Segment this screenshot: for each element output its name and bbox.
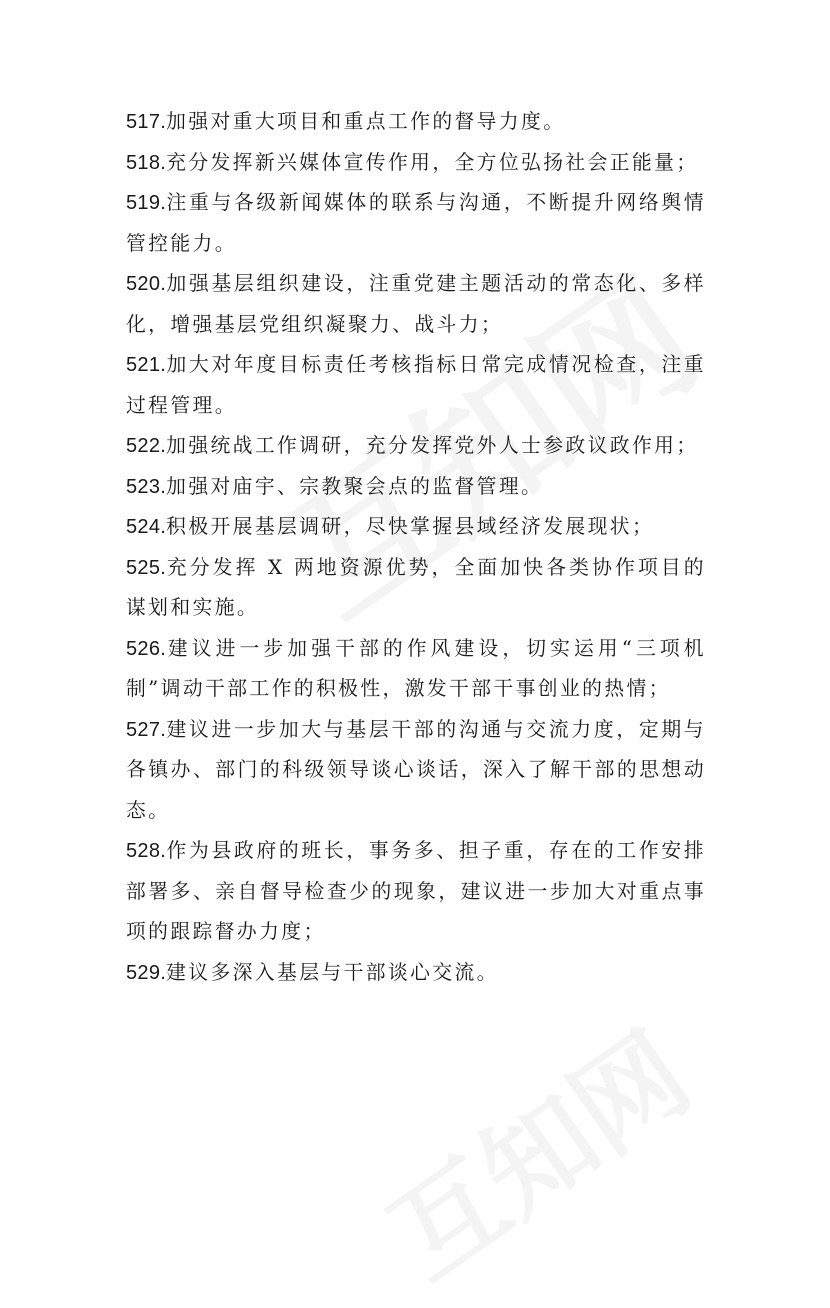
list-item-525 [126,548,706,629]
item-text: 充分发挥 X 两地资源优势，全面加快各类协作项目的谋划和实施。 [126,555,706,619]
item-text: 加强对庙宇、宗教聚会点的监督管理。 [166,474,544,498]
item-text: 建议进一步加强干部的作风建设，切实运用“三项机制”调动干部工作的积极性，激发干部干事创业的热情； [126,636,706,700]
list-item-521 [126,345,706,426]
document-body [126,102,706,993]
item-text: 积极开展基层调研，尽快掌握县域经济发展现状； [166,515,655,538]
item-number: 519. [126,192,167,214]
item-number: 523. [126,475,167,498]
list-item-522 [126,426,706,467]
item-number: 520. [126,273,167,295]
item-number: 524. [126,516,167,538]
item-text: 加强统战工作调研，充分发挥党外人士参政议政作用； [166,434,699,457]
list-item-518 [126,143,706,184]
list-item-524 [126,507,706,548]
item-number: 528. [126,840,167,862]
watermark-lower [355,990,716,1308]
item-number: 522. [126,435,167,457]
item-number: 527. [126,718,167,741]
item-text: 加大对年度目标责任考核指标日常完成情况检查，注重过程管理。 [126,353,706,417]
list-item-523 [126,467,706,508]
item-number: 521. [126,354,167,376]
item-number: 517. [126,111,167,133]
list-item-528 [126,831,706,953]
list-item-517 [126,102,706,143]
item-number: 525. [126,556,167,579]
item-number: 526. [126,637,167,660]
item-text: 充分发挥新兴媒体宣传作用，全方位弘扬社会正能量； [166,150,699,174]
item-text: 注重与各级新闻媒体的联系与沟通，不断提升网络舆情管控能力。 [126,191,706,255]
item-number: 518. [126,151,167,174]
list-item-526 [126,629,706,710]
item-number: 529. [126,961,167,984]
item-text: 作为县政府的班长，事务多、担子重，存在的工作安排部署多、亲自督导检查少的现象，建议进一步加大对重点事项的跟踪督办力度； [126,839,706,943]
item-text: 建议多深入基层与干部谈心交流。 [166,960,499,984]
list-item-527 [126,710,706,832]
list-item-520 [126,264,706,345]
list-item-529 [126,953,706,994]
list-item-519 [126,183,706,264]
item-text: 建议进一步加大与基层干部的沟通与交流力度，定期与各镇办、部门的科级领导谈心谈话，深入了解干部的思想动态。 [126,717,706,822]
item-text: 加强基层组织建设，注重党建主题活动的常态化、多样化，增强基层党组织凝聚力、战斗力； [126,272,706,336]
item-text: 加强对重大项目和重点工作的督导力度。 [166,110,566,133]
